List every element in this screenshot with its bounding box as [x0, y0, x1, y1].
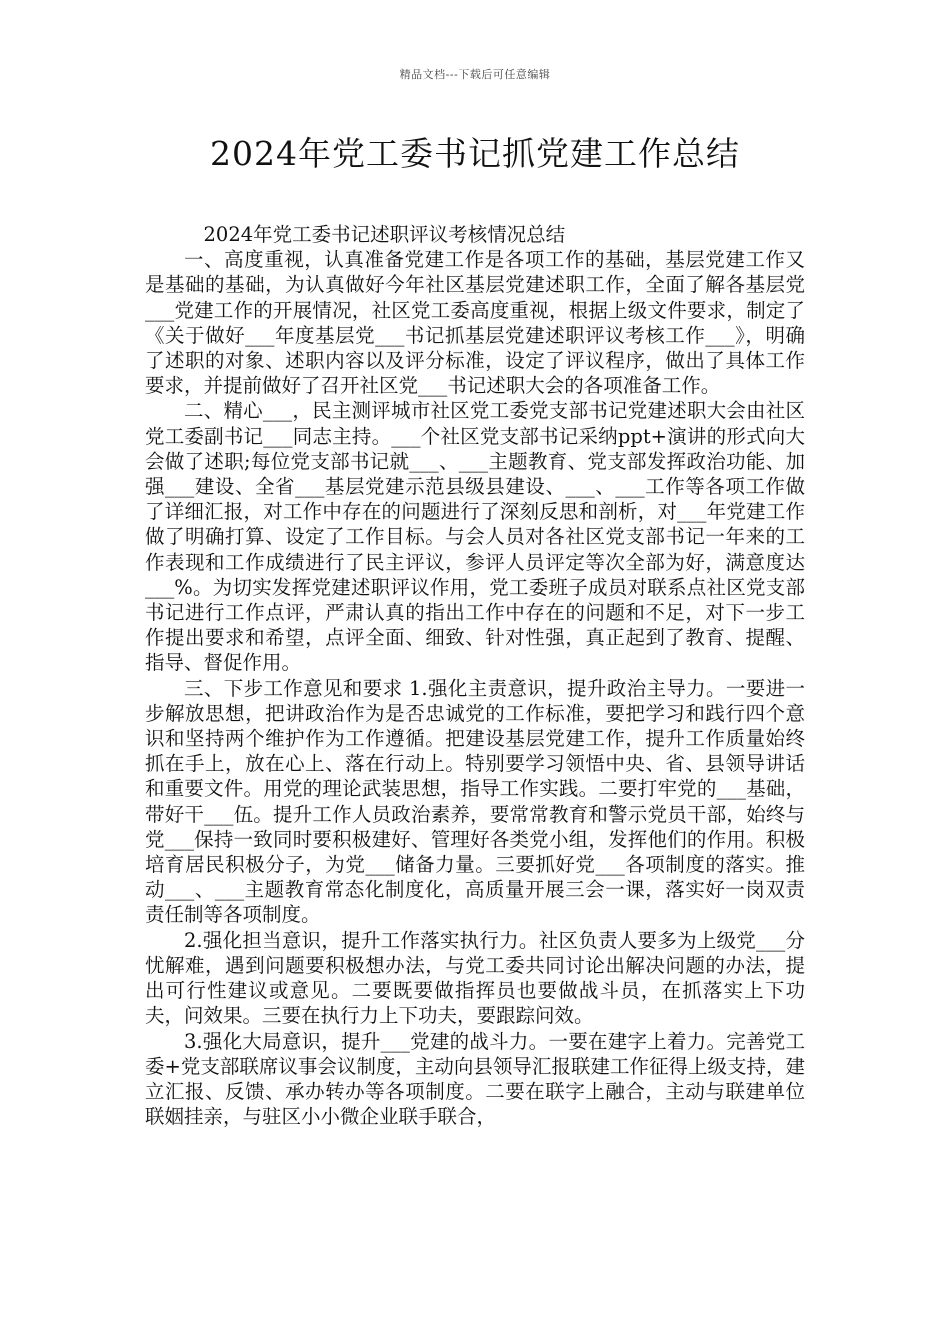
paragraph-item-2: 2.强化担当意识，提升工作落实执行力。社区负责人要多为上级党___分忧解难，遇到问题要积极想办法，与党工委共同讨论出解决问题的办法，提出可行性建议或意见。二要既要做指挥员也要做战斗员，在抓落实上下功夫，问效果。三要在执行力上下功夫，要跟踪问效。: [145, 928, 805, 1028]
document-title: 2024年党工委书记抓党建工作总结: [210, 134, 740, 173]
paragraph-section-2: 二、精心___，民主测评城市社区党工委党支部书记党建述职大会由社区党工委副书记___同志主持。___个社区党支部书记采纳ppt+演讲的形式向大会做了述职;每位党支部书记就___、___主题教育、党支部发挥政治功能、加强___建设、全省___基层党建示范县级县建设、___、___工作等各项工作做了详细汇报，对工作中存在的问题进行了深刻反思和剖析，对___年党建工作做了明确打算、设定了工作目标。与会人员对各社区党支部书记一年来的工作表现和工作成绩进行了民主评议，参评人员评定等次全部为好，满意度达___%。为切实发挥党建述职评议作用，党工委班子成员对联系点社区党支部书记进行工作点评，严肃认真的指出工作中存在的问题和不足，对下一步工作提出要求和希望，点评全面、细致、针对性强，真正起到了教育、提醒、指导、督促作用。: [145, 399, 805, 675]
paragraph-section-3: 三、下步工作意见和要求 1.强化主责意识，提升政治主导力。一要进一步解放思想，把讲政治作为是否忠诚党的工作标准，要把学习和践行四个意识和坚持两个维护作为工作遵循。把建设基层党建工作，提升工作质量始终抓在手上，放在心上、落在行动上。特别要学习领悟中央、省、县领导讲话和重要文件。用党的理论武装思想，指导工作实践。二要打牢党的___基础，带好干___伍。提升工作人员政治素养，要常常教育和警示党员干部，始终与党___保持一致同时要积极建好、管理好各类党小组，发挥他们的作用。积极培育居民积极分子，为党___储备力量。三要抓好党___各项制度的落实。推动___、___主题教育常态化制度化，高质量开展三会一课，落实好一岗双责责任制等各项制度。: [145, 676, 805, 927]
header-note: 精品文档---下载后可任意编辑: [399, 68, 551, 81]
document-subtitle: 2024年党工委书记述职评议考核情况总结: [203, 223, 566, 246]
paragraph-item-3: 3.强化大局意识，提升___党建的战斗力。一要在建字上着力。完善党工委+党支部联席议事会议制度，主动向县领导汇报联建工作征得上级支持，建立汇报、反馈、承办转办等各项制度。二要在联字上融合，主动与联建单位联姻挂亲，与驻区小小微企业联手联合，: [145, 1029, 805, 1129]
document-body: [145, 222, 805, 1129]
paragraph-section-1: 一、高度重视，认真准备党建工作是各项工作的基础，基层党建工作又是基础的基础，为认真做好今年社区基层党建述职工作，全面了解各基层党___党建工作的开展情况，社区党工委高度重视，根据上级文件要求，制定了《关于做好___年度基层党___书记抓基层党建述职评议考核工作___》，明确了述职的对象、述职内容以及评分标准，设定了评议程序，做出了具体工作要求，并提前做好了召开社区党___书记述职大会的各项准备工作。: [145, 248, 805, 398]
